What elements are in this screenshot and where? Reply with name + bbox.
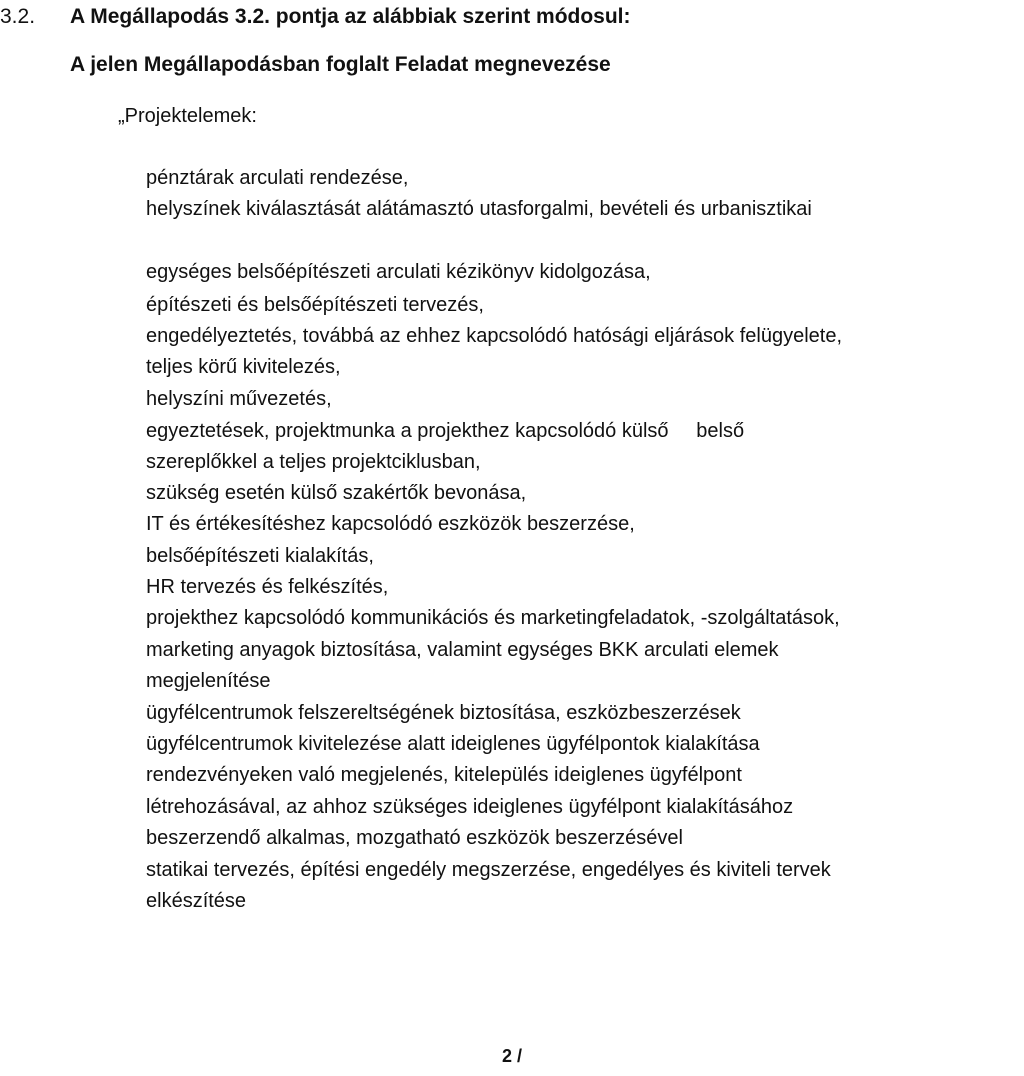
list-item: IT és értékesítéshez kapcsolódó eszközök beszerzése, xyxy=(146,513,635,535)
list-item: ügyfélcentrumok felszereltségének biztosítása, eszközbeszerzések xyxy=(146,702,741,724)
list-item: szükség esetén külső szakértők bevonása, xyxy=(146,482,527,504)
section-heading xyxy=(0,0,631,34)
list-item: egységes belsőépítészeti arculati kézikönyv kidolgozása, xyxy=(146,261,651,283)
list-item: helyszíni művezetés, xyxy=(146,388,332,410)
list-item: HR tervezés és felkészítés, xyxy=(146,576,389,598)
list-item: létrehozásával, az ahhoz szükséges ideiglenes ügyfélpont kialakításához xyxy=(146,796,794,818)
list-item: marketing anyagok biztosítása, valamint egységes BKK arculati elemek xyxy=(146,639,779,661)
list-item: elkészítése xyxy=(146,890,247,912)
list-item: beszerzendő alkalmas, mozgatható eszközök beszerzésével xyxy=(146,827,683,849)
list-item: helyszínek kiválasztását alátámasztó utasforgalmi, bevételi és urbanisztikai xyxy=(146,198,812,220)
list-item: rendezvényeken való megjelenés, kitelepülés ideiglenes ügyfélpont xyxy=(146,764,742,786)
list-item: statikai tervezés, építési engedély megszerzése, engedélyes és kiviteli tervek xyxy=(146,859,831,881)
page-number: 2 / xyxy=(501,1046,522,1066)
list-item: teljes körű kivitelezés, xyxy=(146,356,341,378)
list-item: projekthez kapcsolódó kommunikációs és marketingfeladatok, -szolgáltatások, xyxy=(146,607,840,629)
task-name-heading: A jelen Megállapodásban foglalt Feladat megnevezése xyxy=(70,53,611,76)
list-item: megjelenítése xyxy=(146,670,271,692)
section-number: 3.2. xyxy=(0,5,36,28)
section-title: A Megállapodás 3.2. pontja az alábbiak szerint módosul: xyxy=(70,5,631,28)
list-item: egyeztetések, projektmunka a projekthez kapcsolódó külső belső xyxy=(146,420,745,442)
list-item: engedélyeztetés, továbbá az ehhez kapcsolódó hatósági eljárások felügyelete, xyxy=(146,325,843,347)
list-item: pénztárak arculati rendezése, xyxy=(146,167,409,189)
list-item: szereplőkkel a teljes projektciklusban, xyxy=(146,451,481,473)
list-item: belsőépítészeti kialakítás, xyxy=(146,545,374,567)
list-item: építészeti és belsőépítészeti tervezés, xyxy=(146,294,484,316)
list-item: ügyfélcentrumok kivitelezése alatt ideiglenes ügyfélpontok kialakítása xyxy=(146,733,760,755)
project-elements-intro: „Projektelemek: xyxy=(118,105,257,127)
